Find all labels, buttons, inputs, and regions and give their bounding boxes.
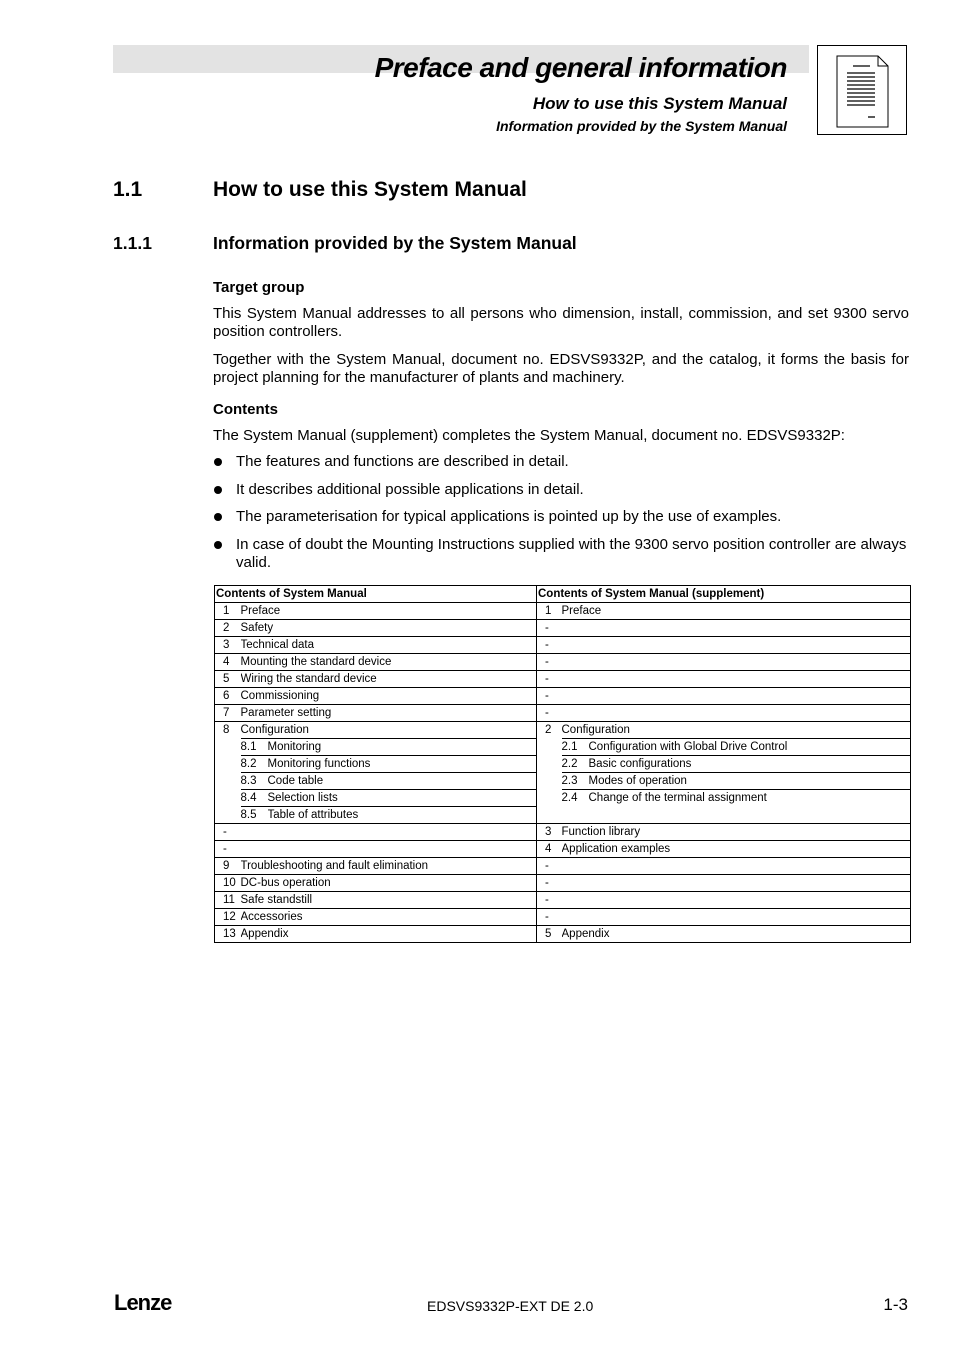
left-sub-title: Table of attributes (268, 807, 537, 824)
right-title (562, 909, 911, 926)
left-title (241, 841, 537, 858)
table-row (215, 620, 911, 637)
table-header-left: Contents of System Manual (215, 586, 537, 603)
left-number: - (215, 824, 241, 841)
right-title (562, 620, 911, 637)
left-number: - (215, 841, 241, 858)
right-number: - (537, 654, 562, 671)
document-icon (818, 46, 906, 134)
left-title: DC-bus operation (241, 875, 537, 892)
table-row (215, 875, 911, 892)
lenze-logo: Lenze (114, 1290, 172, 1315)
target-group-paragraph-1: This System Manual addresses to all persons who dimension, install, commission, and set 9300 servo position controllers. (213, 305, 909, 340)
left-sub-number: 8.1 (241, 739, 268, 756)
table-row (215, 654, 911, 671)
bullet-text: The parameterisation for typical applications is pointed up by the use of examples. (236, 508, 782, 525)
right-sub-title: Basic configurations (589, 756, 911, 773)
right-title: Configuration (562, 722, 911, 739)
document-icon-box (817, 45, 907, 135)
bullet-icon (214, 486, 222, 494)
bullet-icon (214, 513, 222, 521)
right-sub-title: Configuration with Global Drive Control (589, 739, 911, 756)
header-section-title: How to use this System Manual (532, 94, 787, 113)
bullet-icon (214, 541, 222, 549)
right-number: - (537, 688, 562, 705)
table-row (215, 858, 911, 875)
right-number: - (537, 909, 562, 926)
right-sub-number: 2.4 (561, 792, 578, 805)
left-number: 7 (215, 705, 241, 722)
contents-intro: The System Manual (supplement) completes the System Manual, document no. EDSVS9332P: (213, 427, 845, 444)
right-number: 1 (537, 603, 562, 620)
table-row (215, 603, 911, 620)
right-number: 5 (537, 926, 562, 943)
section-number: 1.1 (113, 178, 143, 201)
left-sub-title: Selection lists (268, 790, 537, 807)
table-row (215, 824, 911, 841)
left-title: Preface (241, 603, 537, 620)
left-title: Safe standstill (241, 892, 537, 909)
right-number: 4 (537, 841, 562, 858)
left-sub-number: 8.2 (241, 756, 268, 773)
left-title: Appendix (241, 926, 537, 943)
left-sub-number: 8.5 (241, 807, 268, 824)
left-number: 1 (215, 603, 241, 620)
left-title: Wiring the standard device (241, 671, 537, 688)
left-title: Configuration (241, 722, 537, 739)
contents-bullet-list (213, 453, 909, 581)
right-title: Appendix (562, 926, 911, 943)
left-number: 11 (215, 892, 241, 909)
left-title: Mounting the standard device (241, 654, 537, 671)
table-subrow (215, 756, 911, 773)
right-title (562, 671, 911, 688)
table-row (215, 688, 911, 705)
left-number: 10 (215, 875, 241, 892)
contents-heading: Contents (213, 401, 278, 418)
right-number: - (537, 858, 562, 875)
left-title: Accessories (241, 909, 537, 926)
header-subsection-title: Information provided by the System Manual (496, 118, 787, 134)
right-title: Application examples (562, 841, 911, 858)
left-title (241, 824, 537, 841)
left-number: 13 (215, 926, 241, 943)
bullet-text: In case of doubt the Mounting Instructions supplied with the 9300 servo position controller are always valid. (236, 535, 907, 571)
right-sub-number: 2.3 (562, 773, 589, 790)
left-sub-number: 8.4 (241, 790, 268, 807)
right-sub-title: Change of the terminal assignment (589, 790, 911, 807)
left-sub-number: 8.3 (241, 773, 268, 790)
left-number: 9 (215, 858, 241, 875)
left-sub-title: Code table (268, 773, 537, 790)
table-row (215, 909, 911, 926)
left-sub-title: Monitoring (268, 739, 537, 756)
table-subrow (215, 739, 911, 756)
left-number: 6 (215, 688, 241, 705)
document-number: EDSVS9332P-EXT DE 2.0 (427, 1298, 594, 1314)
bullet-text: The features and functions are described in detail. (236, 453, 569, 470)
left-title: Troubleshooting and fault elimination (241, 858, 537, 875)
right-number: - (537, 671, 562, 688)
right-number: - (537, 892, 562, 909)
left-number: 5 (215, 671, 241, 688)
table-header-row (215, 586, 911, 603)
table-row (215, 671, 911, 688)
right-title (562, 654, 911, 671)
table-row (215, 705, 911, 722)
right-sub-number: 2.1 (562, 739, 589, 756)
left-number: 4 (215, 654, 241, 671)
right-title: Preface (562, 603, 911, 620)
right-title (562, 875, 911, 892)
contents-comparison-table (214, 585, 911, 943)
table-subrow (215, 773, 911, 790)
left-title: Technical data (241, 637, 537, 654)
bullet-item (213, 453, 909, 471)
table-subrow (215, 790, 911, 807)
table-row (215, 637, 911, 654)
subsection-number: 1.1.1 (113, 233, 152, 253)
bullet-item (213, 508, 909, 526)
left-title: Parameter setting (241, 705, 537, 722)
right-title (562, 705, 911, 722)
table-row (215, 892, 911, 909)
subsection-title: Information provided by the System Manual (213, 233, 577, 253)
left-sub-title: Monitoring functions (268, 756, 537, 773)
right-title: Function library (562, 824, 911, 841)
left-number: 2 (215, 620, 241, 637)
chapter-title: Preface and general information (374, 52, 787, 83)
left-number: 3 (215, 637, 241, 654)
page-number: 1-3 (883, 1295, 908, 1314)
left-title: Commissioning (241, 688, 537, 705)
right-title (562, 688, 911, 705)
right-title (562, 637, 911, 654)
right-number: - (537, 875, 562, 892)
bullet-item (213, 536, 909, 572)
section-title: How to use this System Manual (213, 178, 527, 201)
bullet-text: It describes additional possible applications in detail. (236, 480, 584, 498)
table-row (215, 722, 911, 739)
table-row (215, 841, 911, 858)
right-title (562, 858, 911, 875)
right-number: - (537, 637, 562, 654)
right-number: - (537, 705, 562, 722)
table-row (215, 926, 911, 943)
target-group-paragraph-2: Together with the System Manual, document no. EDSVS9332P, and the catalog, it forms the basis for project planning for the manufacturer of plants and machinery. (213, 351, 909, 386)
right-sub-number: 2.2 (562, 756, 589, 773)
left-number: 8 (215, 722, 241, 739)
right-title (562, 892, 911, 909)
left-title: Safety (241, 620, 537, 637)
bullet-item (213, 481, 909, 499)
table-subrow (215, 807, 911, 824)
bullet-icon (214, 458, 222, 466)
table-header-right: Contents of System Manual (supplement) (537, 586, 911, 603)
right-number: - (537, 620, 562, 637)
right-number: 3 (537, 824, 562, 841)
target-group-heading: Target group (213, 279, 305, 296)
left-number: 12 (215, 909, 241, 926)
right-number: 2 (545, 724, 552, 737)
right-sub-title: Modes of operation (589, 773, 911, 790)
